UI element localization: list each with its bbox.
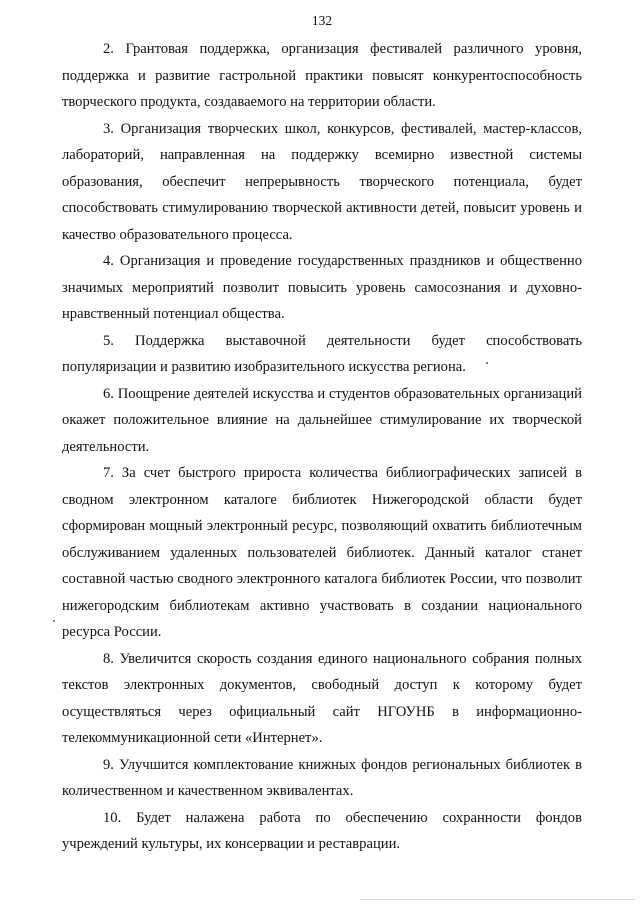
paragraph-2: 2. Грантовая поддержка, организация фестивалей различного уровня, поддержка и развитие гастрольной практики повысят конкурентоспособность творческого продукта, создаваемого на территории области.: [62, 41, 582, 110]
scan-edge-line: [360, 899, 635, 900]
paragraph-6: 6. Поощрение деятелей искусства и студентов образовательных организаций окажет положительное влияние на дальнейшее стимулирование их творческой деятельности.: [62, 385, 582, 455]
paragraph-4: 4. Организация и проведение государственных праздников и общественно значимых мероприятий позволит повысить уровень самосознания и духовно-нравственный потенциал общества.: [62, 253, 582, 322]
paragraph-9: 9. Улучшится комплектование книжных фондов региональных библиотек в количественном и качественном эквивалентах.: [62, 756, 582, 799]
scan-speck: [53, 620, 55, 622]
page-number: 132: [311, 13, 333, 28]
paragraph-5: 5. Поддержка выставочной деятельности будет способствовать популяризации и развитию изобразительного искусства региона.: [62, 332, 582, 375]
scan-speck: [486, 362, 488, 364]
paragraph-8: 8. Увеличится скорость создания единого национального собрания полных текстов электронных документов, свободный доступ к которому будет осуществляться через официальный сайт НГОУНБ в информационно-телекоммуникационной сети «Интернет».: [62, 650, 582, 746]
paragraph-3: 3. Организация творческих школ, конкурсов, фестивалей, мастер-классов, лабораторий, направленная на поддержку всемирно известной системы образования, обеспечит непрерывность творческого потенциала, будет способствовать стимулированию творческой активности детей, повысит уровень и качество образовательного процесса.: [62, 120, 582, 243]
paragraph-10: 10. Будет налажена работа по обеспечению сохранности фондов учреждений культуры, их консервации и реставрации.: [62, 809, 582, 852]
paragraph-7: 7. За счет быстрого прироста количества библиографических записей в сводном электронном каталоге библиотек Нижегородской области будет сформирован мощный электронный ресурс, позволяющий охватить библиотечным обслуживанием удаленных пользователей библиотек. Данный каталог станет составной частью сводного электронного каталога библиотек России, что позволит нижегородским библиотекам активно участвовать в создании национального ресурса России.: [62, 465, 582, 640]
